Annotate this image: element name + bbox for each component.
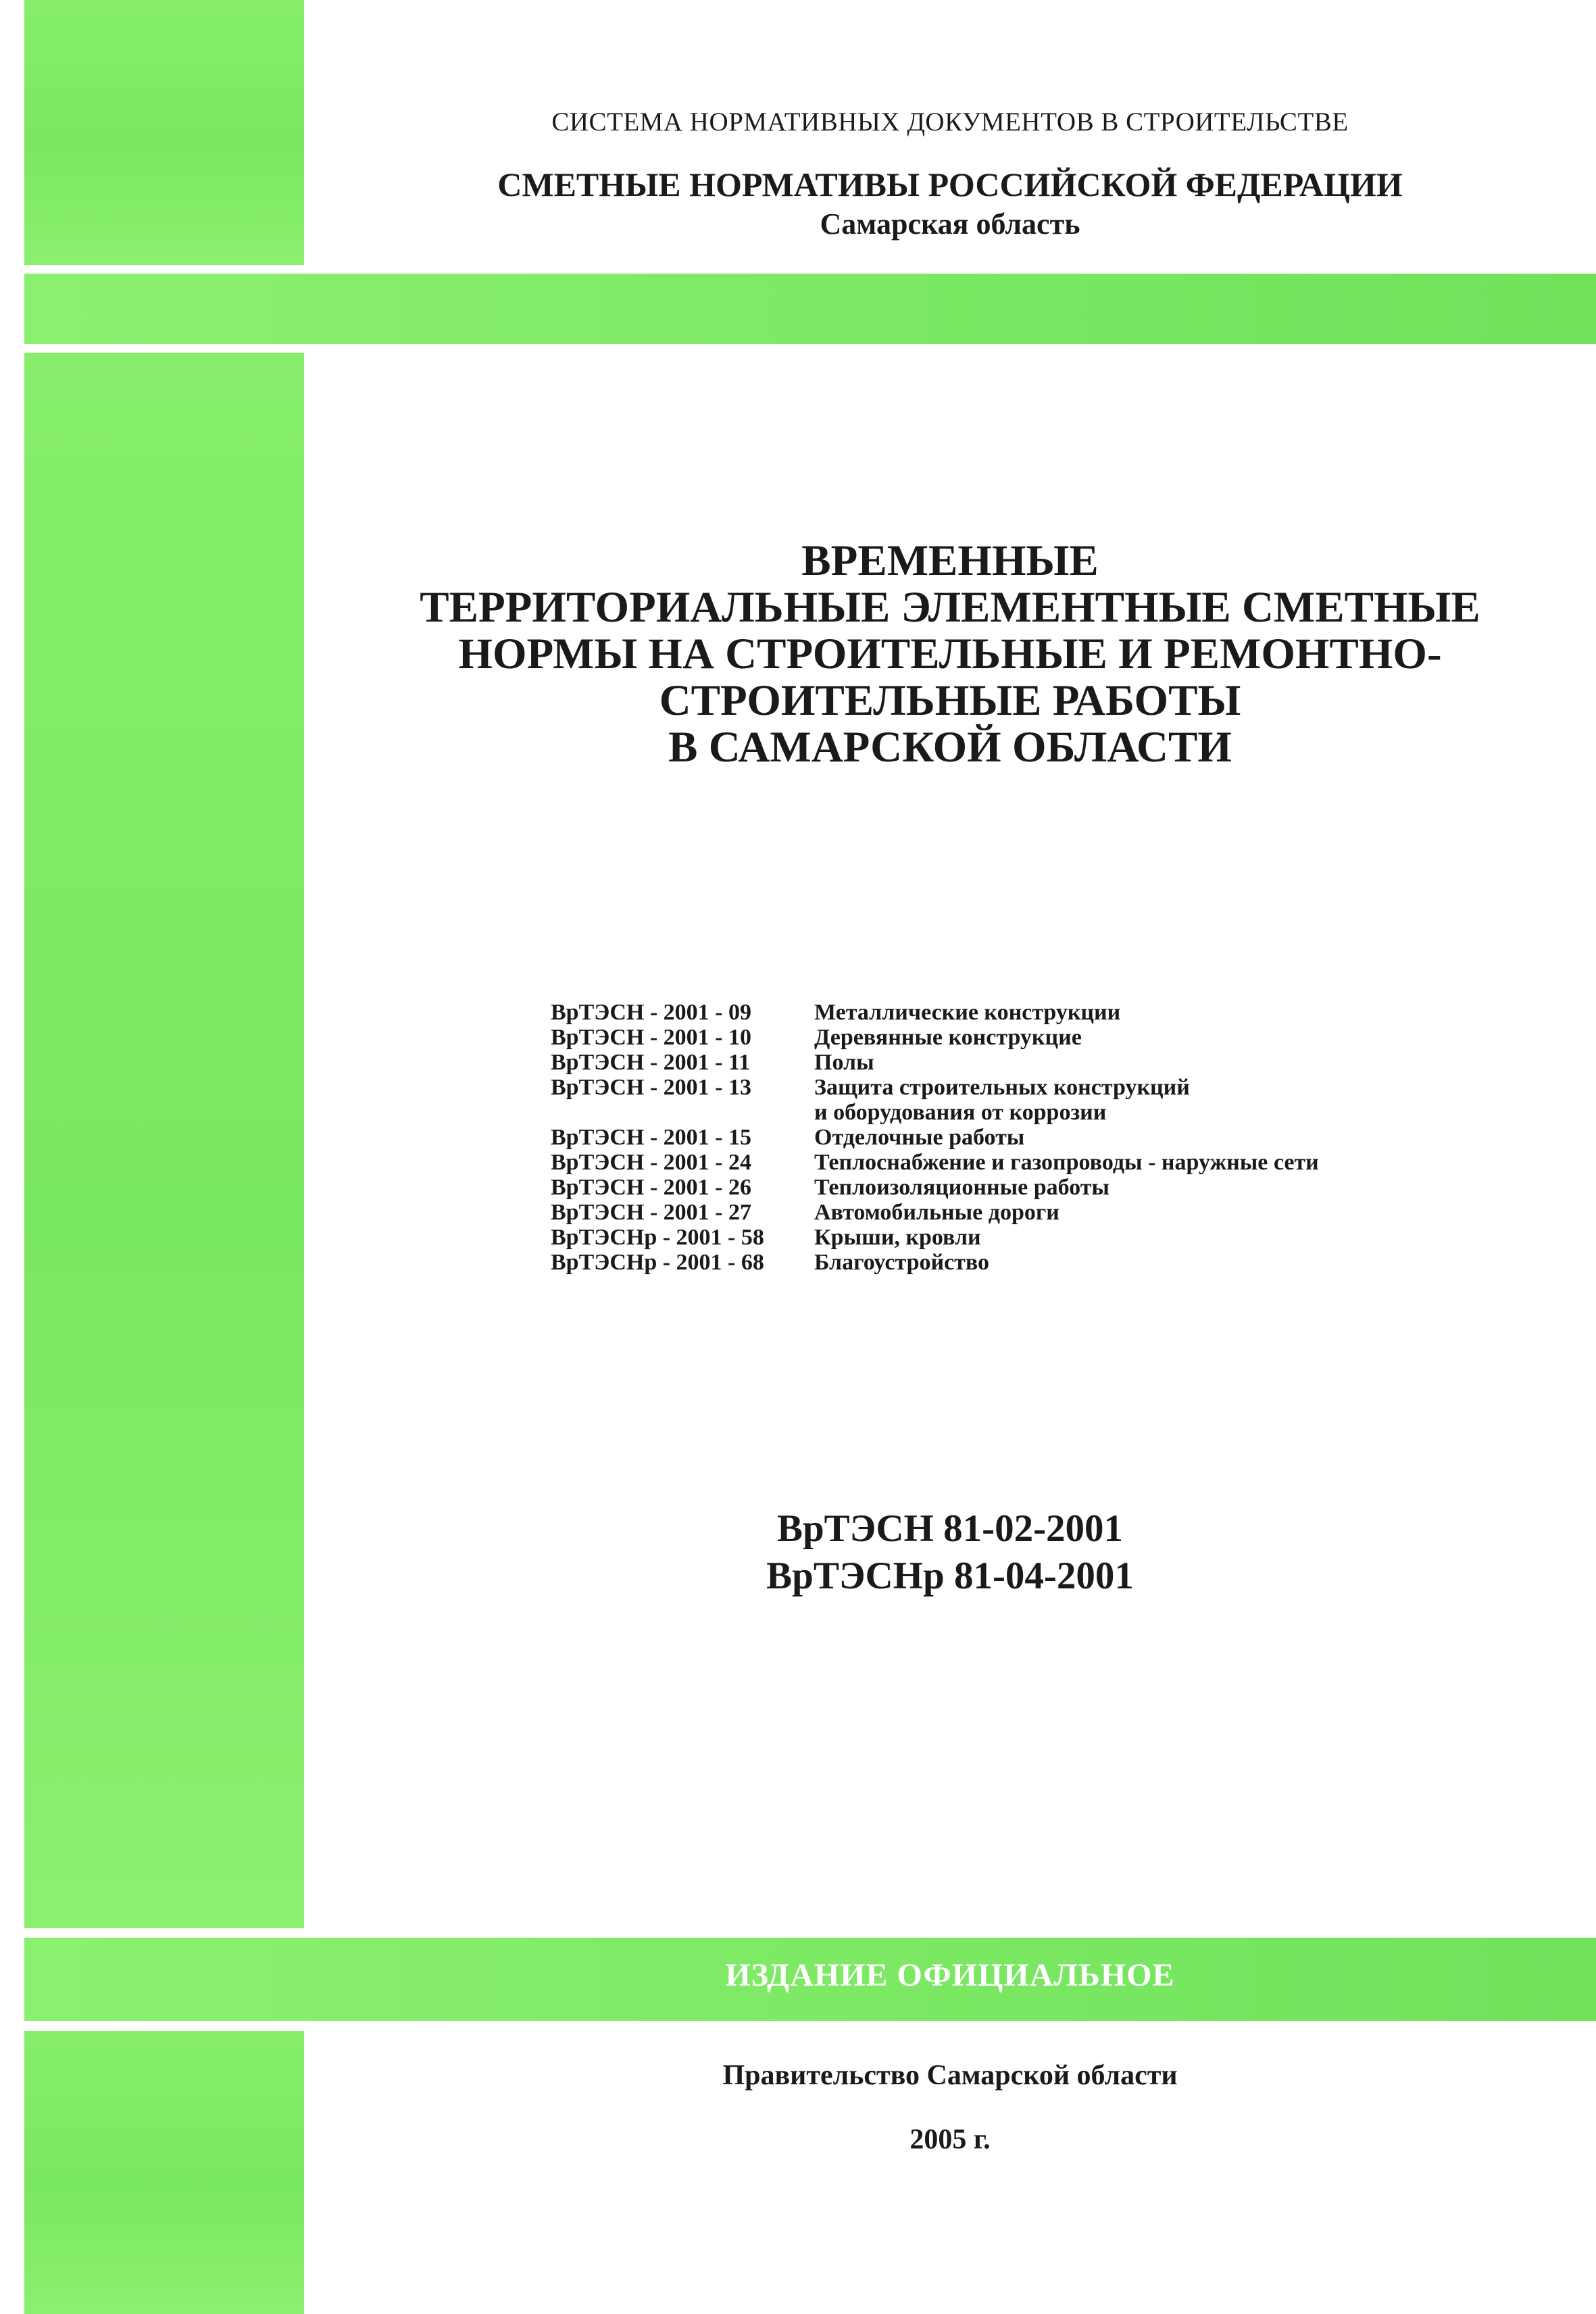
secondary-code: ВрТЭСНр 81-04-2001 [766, 1555, 1134, 1597]
document-code: ВрТЭСН - 2001 - 09 [551, 1000, 751, 1025]
edition-label: ИЗДАНИЕ ОФИЦИАЛЬНОЕ [725, 1957, 1175, 1993]
title-line: ТЕРРИТОРИАЛЬНЫЕ ЭЛЕМЕНТНЫЕ СМЕТНЫЕ [420, 583, 1480, 632]
green-strip-bottom [24, 2031, 304, 2314]
document-code: ВрТЭСН - 2001 - 10 [551, 1025, 751, 1050]
series-name: СМЕТНЫЕ НОРМАТИВЫ РОССИЙСКОЙ ФЕДЕРАЦИИ [497, 166, 1403, 203]
document-name: Крыши, кровли [814, 1225, 981, 1250]
document-name: Полы [814, 1050, 874, 1075]
document-row [551, 1175, 1319, 1200]
document-row [551, 1000, 1319, 1025]
document-row [551, 1200, 1319, 1225]
document-name: Деревянные конструкцие [814, 1025, 1082, 1050]
system-name: СИСТЕМА НОРМАТИВНЫХ ДОКУМЕНТОВ В СТРОИТЕЛЬСТВЕ [551, 107, 1349, 136]
publisher: Правительство Самарской области [722, 2060, 1178, 2091]
document-code: ВрТЭСН - 2001 - 13 [551, 1075, 751, 1100]
document-name: Металлические конструкции [814, 1000, 1121, 1025]
document-code: ВрТЭСН - 2001 - 26 [551, 1175, 751, 1200]
document-name: Автомобильные дороги [814, 1200, 1059, 1225]
title-line: НОРМЫ НА СТРОИТЕЛЬНЫЕ И РЕМОНТНО- [458, 630, 1442, 678]
document-code: ВрТЭСН - 2001 - 27 [551, 1200, 751, 1225]
document-row-continuation [551, 1100, 1319, 1125]
document-code [551, 1100, 814, 1125]
title-line: ВРЕМЕННЫЕ [801, 536, 1099, 585]
document-row [551, 1150, 1319, 1175]
green-band-upper [24, 274, 1596, 344]
document-name: Благоустройство [814, 1250, 989, 1275]
title-line: СТРОИТЕЛЬНЫЕ РАБОТЫ [659, 676, 1241, 725]
document-codes [304, 1505, 1596, 1600]
document-row [551, 1250, 1319, 1275]
document-name: Теплоснабжение и газопроводы - наружные сети [814, 1150, 1319, 1175]
document-name: и оборудования от коррозии [814, 1100, 1107, 1125]
document-row [551, 1075, 1319, 1100]
region-name: Самарская область [820, 207, 1080, 241]
main-title [304, 538, 1596, 771]
document-name: Отделочные работы [814, 1125, 1025, 1150]
document-code: ВрТЭСН - 2001 - 24 [551, 1150, 751, 1175]
document-code: ВрТЭСН - 2001 - 11 [551, 1050, 751, 1075]
document-code: ВрТЭСНр - 2001 - 68 [551, 1250, 764, 1275]
document-row [551, 1050, 1319, 1075]
document-row [551, 1225, 1319, 1250]
document-row [551, 1125, 1319, 1150]
document-list [551, 1000, 1319, 1275]
green-strip-middle [24, 353, 304, 1928]
primary-code: ВрТЭСН 81-02-2001 [776, 1507, 1124, 1550]
green-strip-top [24, 0, 304, 265]
title-line: В САМАРСКОЙ ОБЛАСТИ [668, 723, 1232, 772]
document-code: ВрТЭСН - 2001 - 15 [551, 1125, 751, 1150]
document-row [551, 1025, 1319, 1050]
document-code: ВрТЭСНр - 2001 - 58 [551, 1225, 764, 1250]
publication-year: 2005 г. [909, 2124, 991, 2155]
document-name: Теплоизоляционные работы [814, 1175, 1109, 1200]
document-name: Защита строительных конструкций [814, 1075, 1190, 1100]
